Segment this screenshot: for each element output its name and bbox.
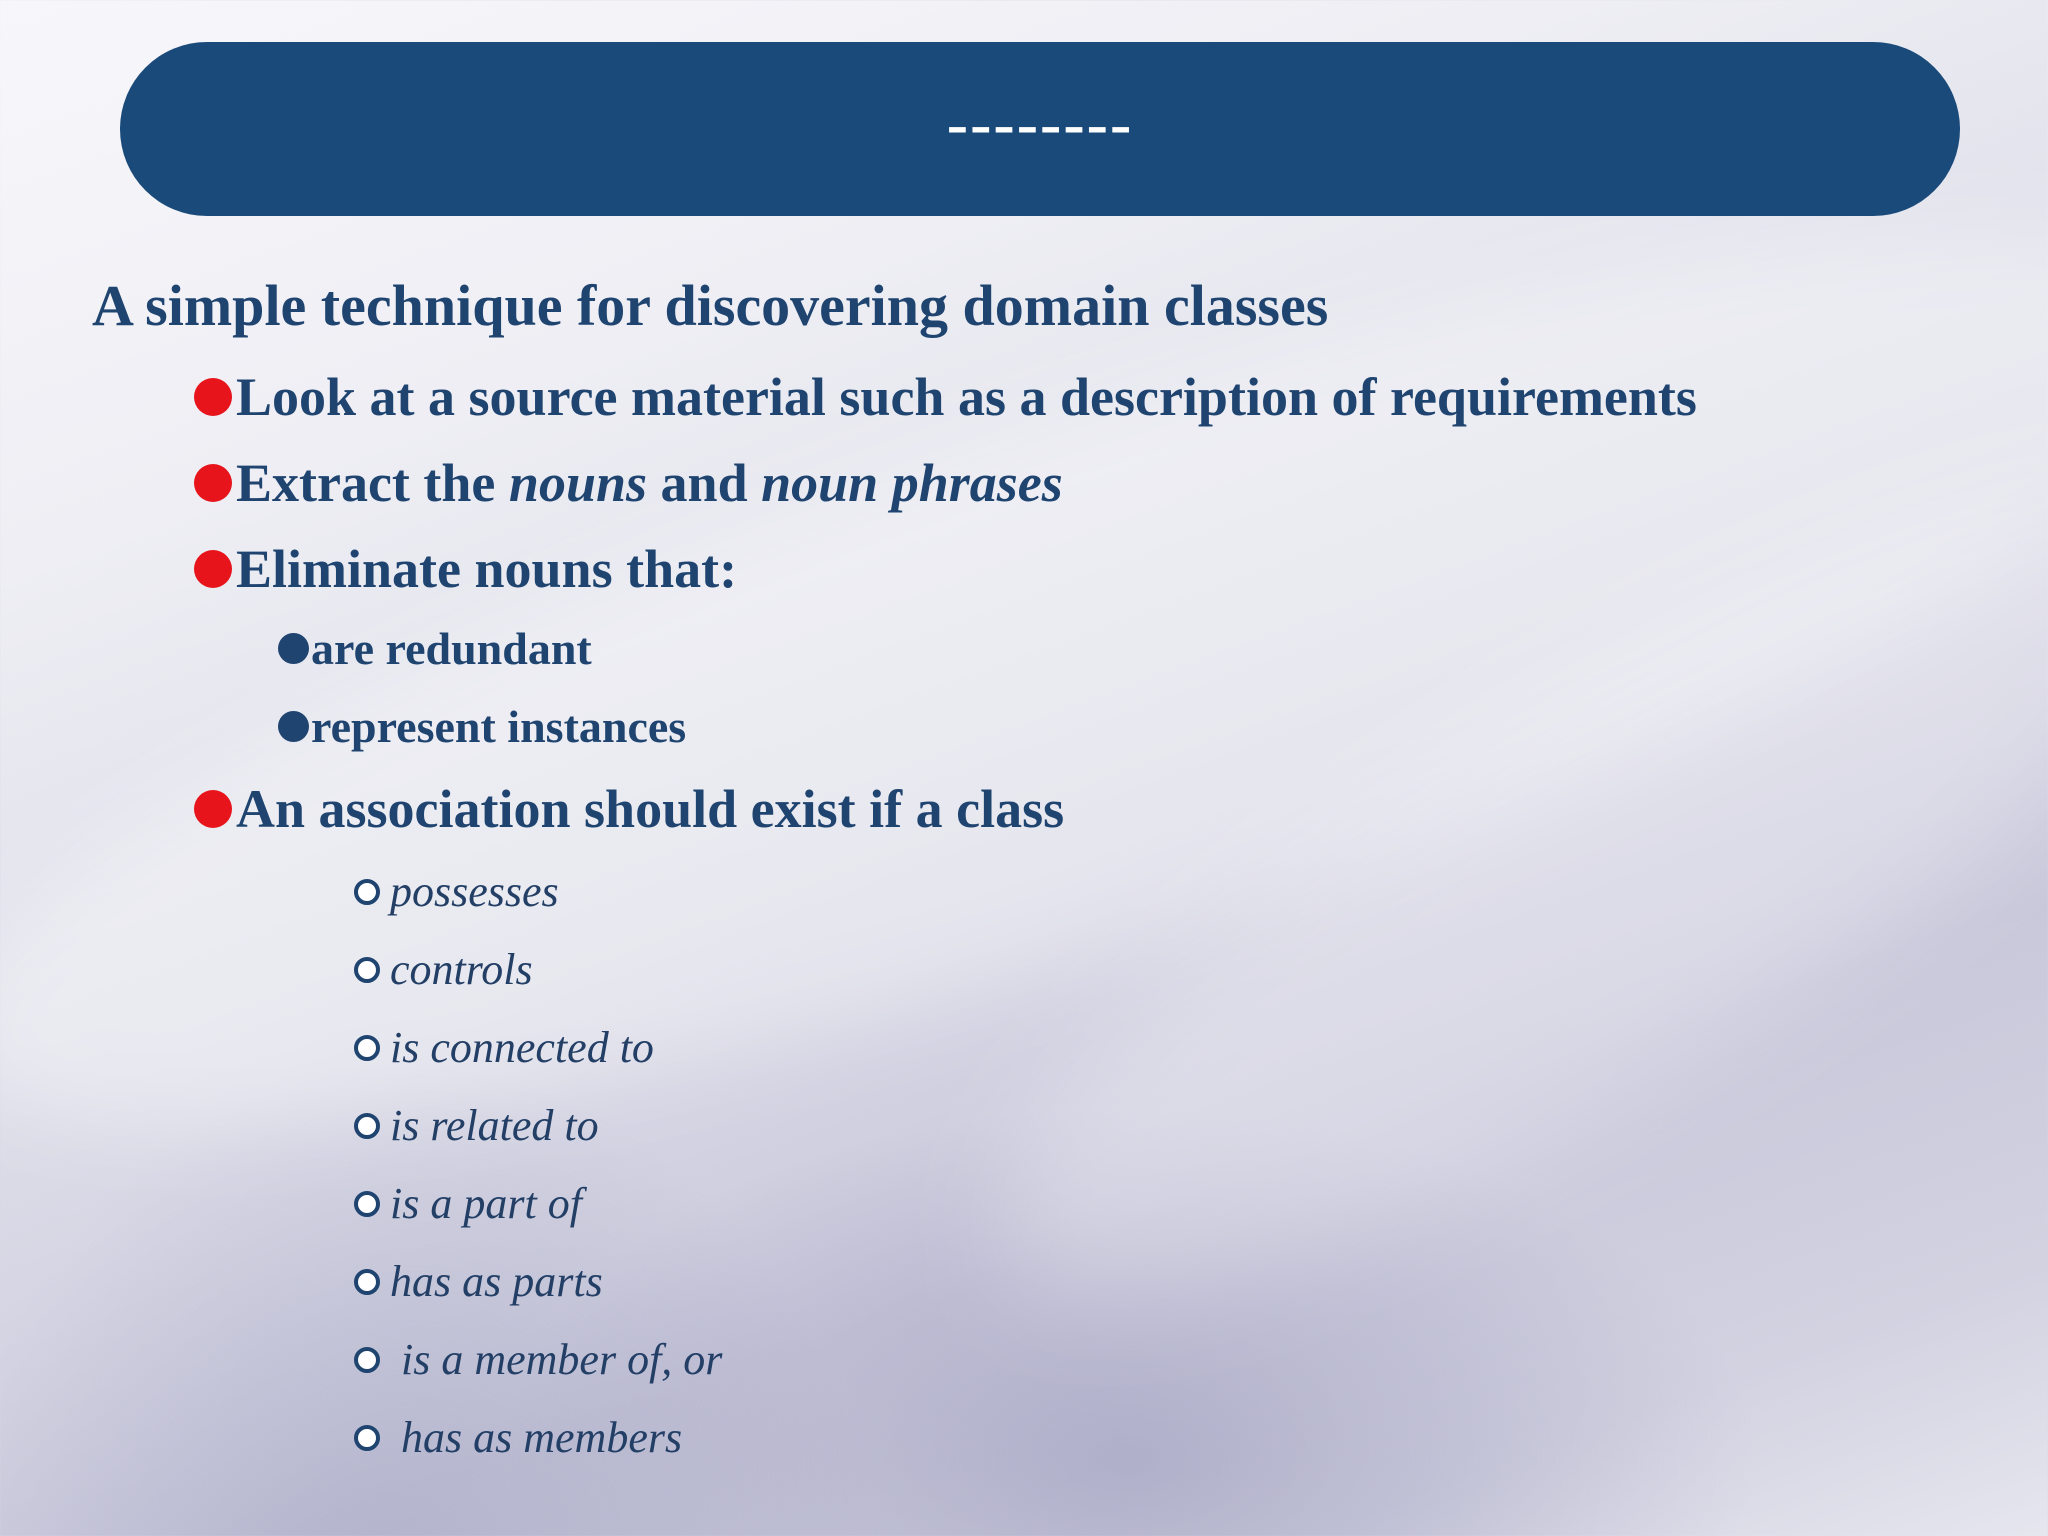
association-text: is a member of, or <box>390 1335 723 1384</box>
hollow-bullet-icon <box>354 1347 380 1373</box>
hollow-bullet-icon <box>354 1269 380 1295</box>
bullet-text: An association should exist if a class <box>236 779 1065 839</box>
bullet-item <box>194 366 1697 428</box>
hollow-bullet-icon <box>354 1425 380 1451</box>
association-item <box>354 1100 599 1151</box>
blue-bullet-icon <box>278 633 309 664</box>
association-item <box>354 1178 582 1229</box>
association-text: has as parts <box>390 1257 603 1306</box>
association-item <box>354 1334 722 1385</box>
blue-bullet-icon <box>278 711 309 742</box>
sub-bullet-text: represent instances <box>311 701 687 752</box>
association-item <box>354 1022 654 1073</box>
bullet-item <box>194 452 1063 514</box>
bullet-text <box>236 452 1063 514</box>
red-bullet-icon <box>194 550 232 588</box>
bullet-item <box>194 778 1064 840</box>
association-text: controls <box>390 945 533 994</box>
bullet-text: Eliminate nouns that: <box>236 539 738 599</box>
sub-bullet-item <box>278 700 686 753</box>
hollow-bullet-icon <box>354 1035 380 1061</box>
hollow-bullet-icon <box>354 1113 380 1139</box>
association-item <box>354 944 533 995</box>
hollow-bullet-icon <box>354 879 380 905</box>
red-bullet-icon <box>194 464 232 502</box>
association-text: possesses <box>390 867 559 916</box>
association-item <box>354 1256 603 1307</box>
red-bullet-icon <box>194 378 232 416</box>
sub-bullet-item <box>278 622 592 675</box>
association-text: is a part of <box>390 1179 582 1228</box>
bullet-text: Look at a source material such as a description of requirements <box>236 367 1697 427</box>
association-item <box>354 1412 682 1463</box>
bullet-text-part: Extract the <box>236 453 509 513</box>
bullet-text-part: and <box>647 453 762 513</box>
bullet-item <box>194 538 737 600</box>
emphasis-noun-phrases: noun phrases <box>761 453 1063 513</box>
hollow-bullet-icon <box>354 957 380 983</box>
association-text: has as members <box>390 1413 683 1462</box>
sub-bullet-text: are redundant <box>311 623 592 674</box>
emphasis-nouns: nouns <box>508 453 648 513</box>
slide-title: -------- <box>946 88 1134 159</box>
association-text: is connected to <box>390 1023 654 1072</box>
hollow-bullet-icon <box>354 1191 380 1217</box>
association-item <box>354 866 559 917</box>
slide-heading: A simple technique for discovering domain classes <box>92 273 1329 338</box>
red-bullet-icon <box>194 790 232 828</box>
association-text: is related to <box>390 1101 599 1150</box>
